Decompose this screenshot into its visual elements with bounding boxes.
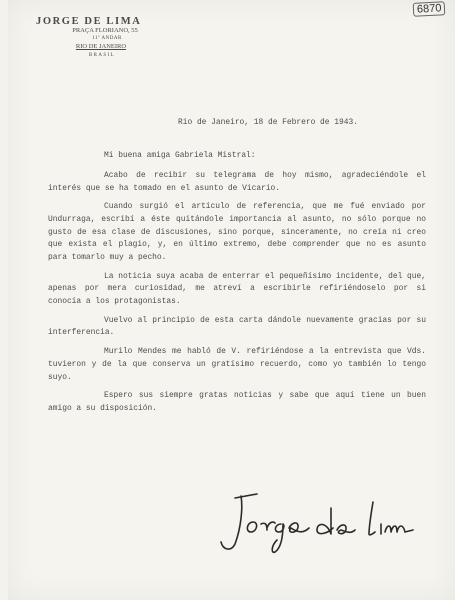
letter-body: [48, 170, 426, 422]
body-paragraph: Espero sus siempre gratas noticias y sabe que aquí tiene un buen amigo a su disposición.: [48, 391, 426, 413]
letterhead-country: BRASIL: [88, 53, 116, 58]
body-paragraph: Cuando surgió el artículo de referencia, que me fué enviado por Undurraga, escribí a éste quitándole importancia al asunto, no sólo porque no gusto de esa clase de discusiones, sino porque, sinceramente, no creía ni creo que exista el plagio, y, en último extremo, debe comprender que no es asunto para tomarlo muy a pecho.: [48, 202, 426, 262]
handwritten-signature: [213, 488, 423, 558]
letter-salutation: Mi buena amiga Gabriela Mistral:: [104, 151, 256, 160]
body-paragraph: Murilo Mendes me habló de V. refiriéndose a la entrevista que Vds. tuvieron y de la que conserva un gratísimo recuerdo, como yo también lo tengo suyo.: [48, 347, 426, 382]
letterhead: [36, 16, 156, 58]
letterhead-name: JORGE DE LIMA: [36, 16, 142, 27]
letterhead-city: RIO DE JANEIRO: [75, 43, 127, 50]
body-paragraph: Acabo de recibir su telegrama de hoy mismo, agradeciéndole el interés que se ha tomado en el asunto de Vicario.: [48, 171, 426, 193]
body-paragraph: Vuelvo al principio de esta carta dándole nuevamente gracias por su interferencia.: [48, 315, 426, 338]
letter-page: [8, 0, 455, 600]
letterhead-floor: 11º ANDAR: [92, 36, 122, 41]
letter-date: Rio de Janeiro, 18 de Febrero de 1943.: [178, 118, 358, 127]
letterhead-address: PRAÇA FLORIANO, 55: [72, 27, 138, 34]
folio-number: 6870: [412, 1, 445, 17]
body-paragraph: La noticia suya acaba de enterrar el pequeñísimo incidente, del que, apenas por mera curiosidad, me atreví a escribirle refiriéndoselo por si conocía a los protagonistas.: [48, 271, 426, 306]
